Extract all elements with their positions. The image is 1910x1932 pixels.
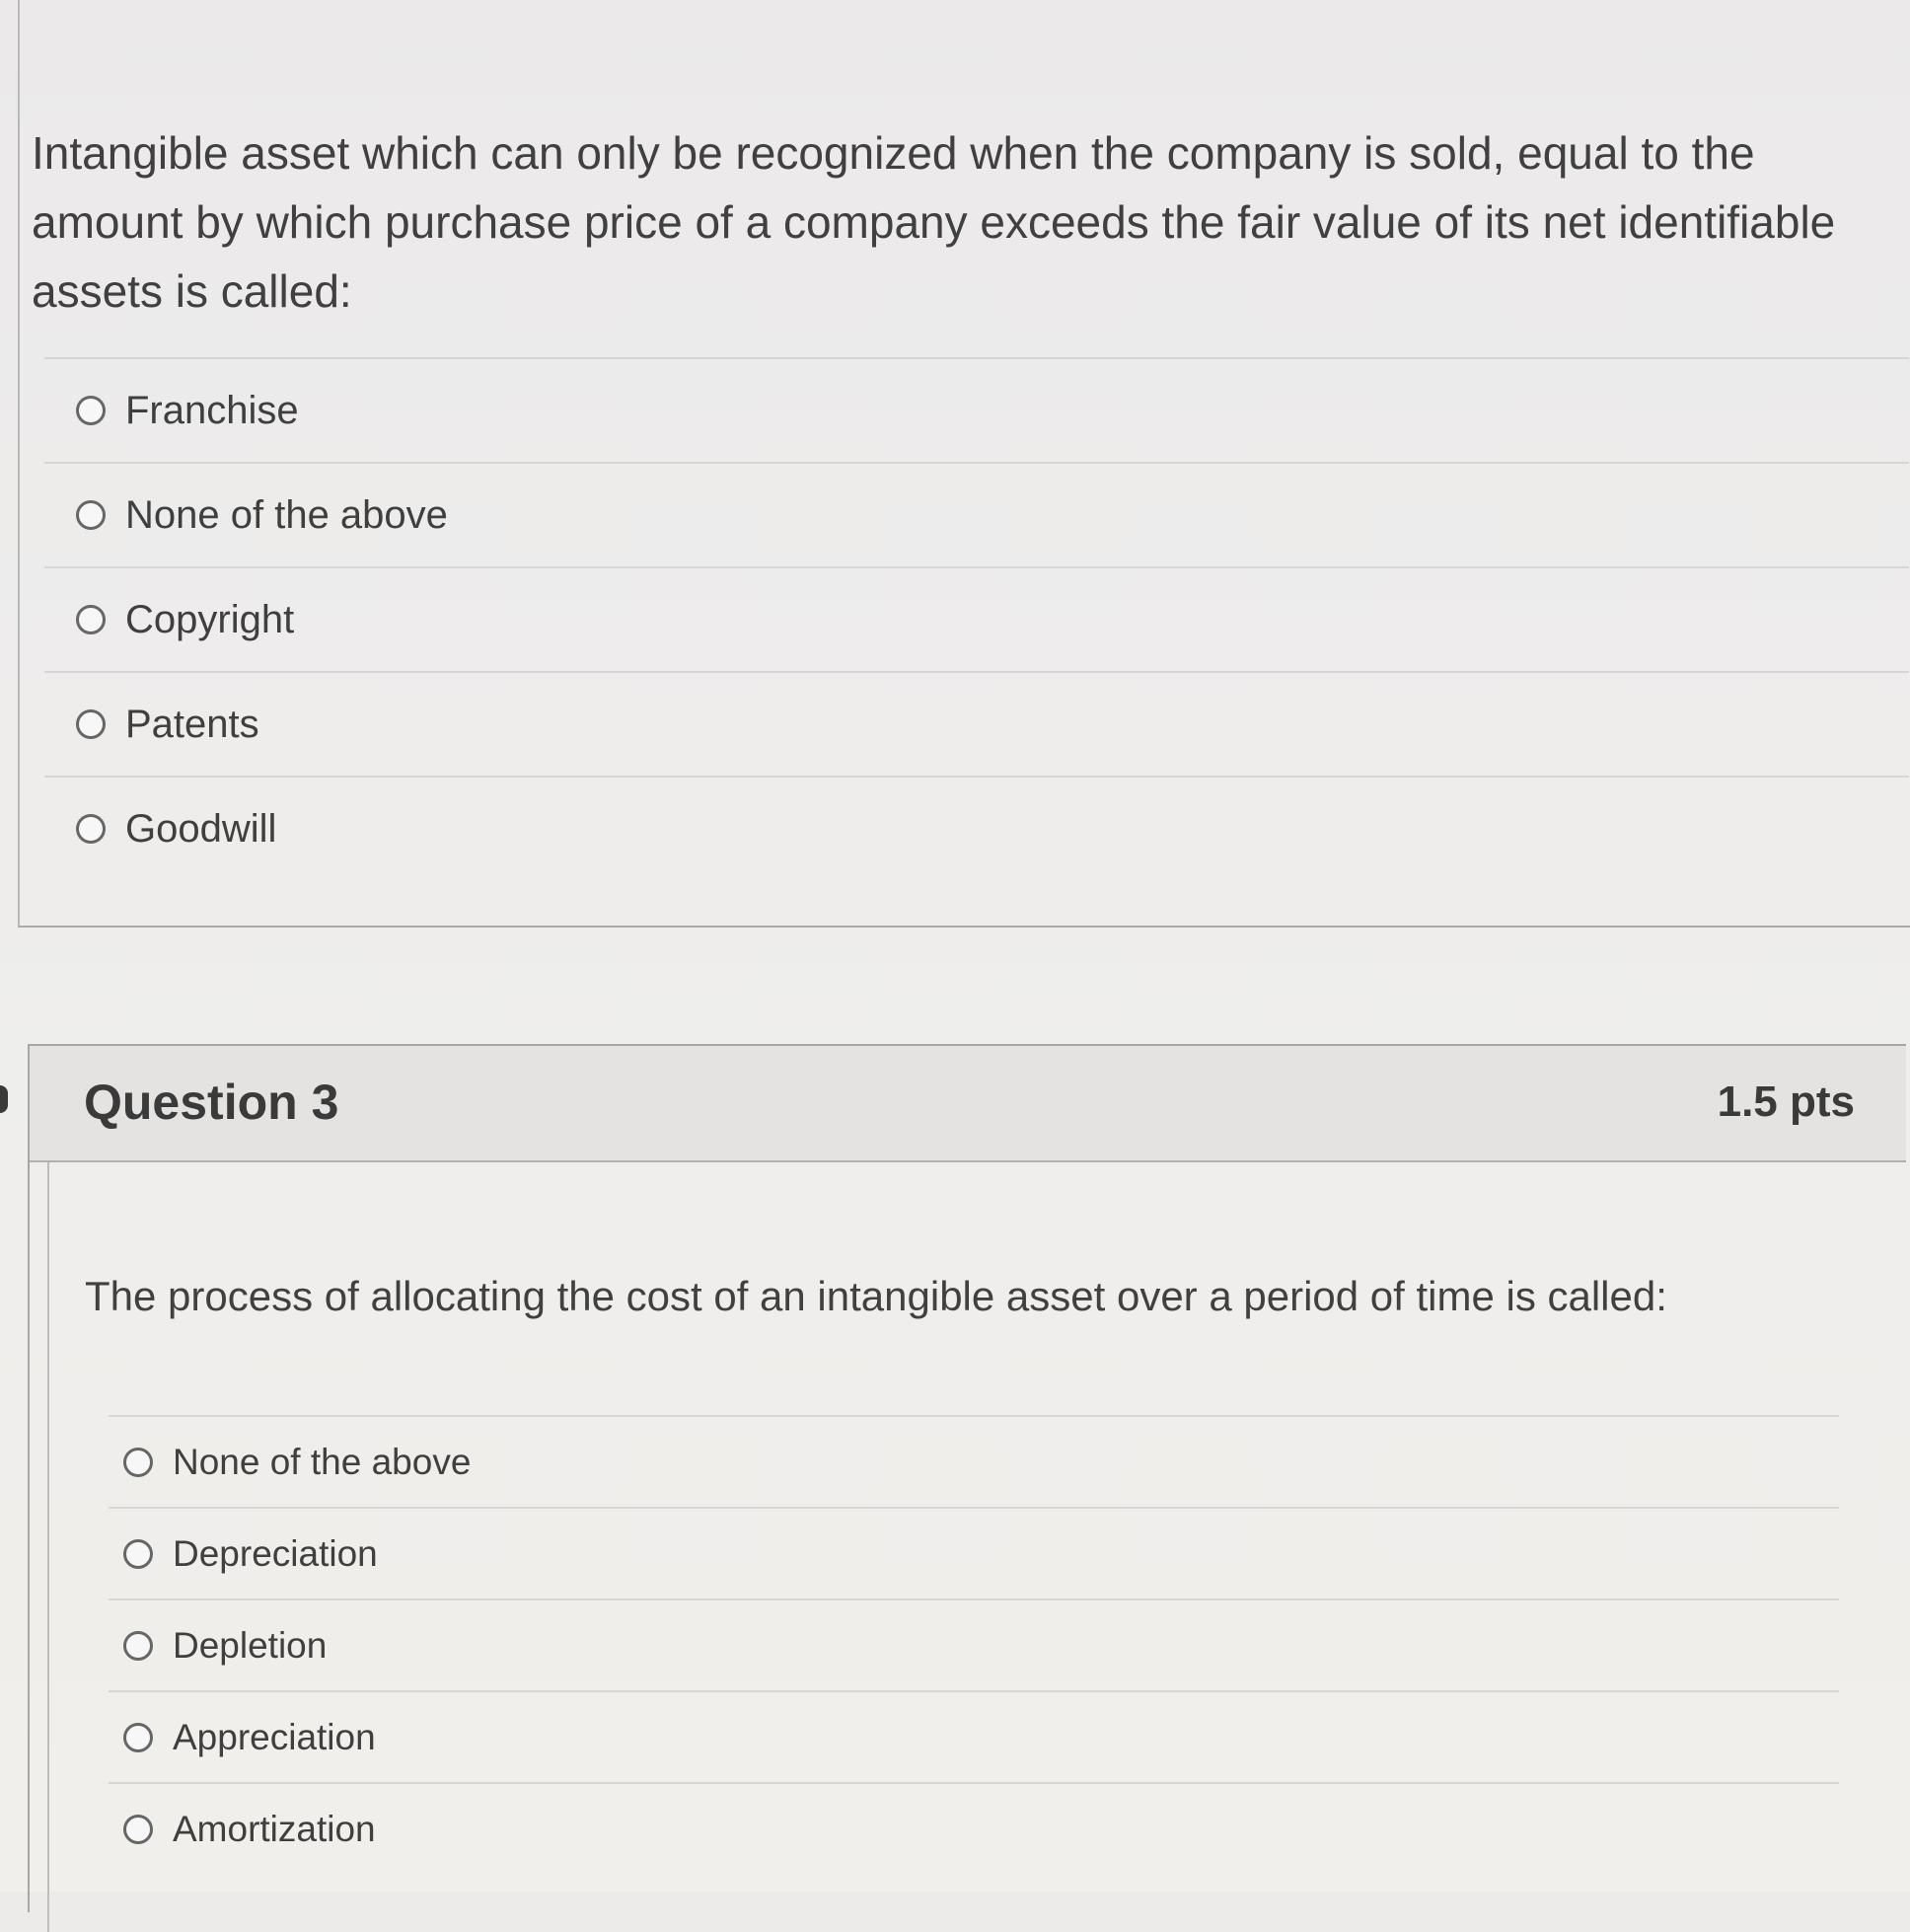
answer-label: None of the above <box>173 1441 472 1482</box>
question-2-text: Intangible asset which can only be recognized when the company is sold, equal to the amount by which purchase price of a company exceeds the fair value of its net identifiable assets is called: <box>32 127 1836 317</box>
question-2-answers <box>44 357 1909 880</box>
radio-button[interactable] <box>123 1723 153 1752</box>
question-3-panel <box>28 1044 1906 1912</box>
question-2-panel <box>18 0 1910 928</box>
answer-label: Appreciation <box>173 1716 376 1757</box>
radio-button[interactable] <box>123 1631 153 1661</box>
question-3-title: Question 3 <box>84 1075 339 1130</box>
answer-option-franchise[interactable] <box>44 357 1909 462</box>
question-3-text: The process of allocating the cost of an intangible asset over a period of time is called: <box>85 1273 1667 1319</box>
answer-option-copyright[interactable] <box>44 566 1909 671</box>
radio-button[interactable] <box>76 605 106 634</box>
question-3-header <box>30 1046 1906 1162</box>
answer-option-none-of-the-above[interactable] <box>109 1415 1839 1507</box>
answer-option-depreciation[interactable] <box>109 1507 1839 1598</box>
radio-button[interactable] <box>123 1815 153 1844</box>
radio-button[interactable] <box>123 1448 153 1477</box>
radio-button[interactable] <box>76 396 106 425</box>
radio-button[interactable] <box>76 814 106 844</box>
answer-option-goodwill[interactable] <box>44 776 1909 880</box>
answer-label: Amortization <box>173 1808 376 1849</box>
answer-option-none-of-the-above[interactable] <box>44 462 1909 566</box>
answer-option-appreciation[interactable] <box>109 1690 1839 1782</box>
question-3-body <box>47 1162 1910 1932</box>
answer-option-amortization[interactable] <box>109 1782 1839 1874</box>
answer-label: Copyright <box>125 597 295 641</box>
answer-label: Patents <box>125 702 259 746</box>
answer-option-depletion[interactable] <box>109 1598 1839 1690</box>
answer-label: Franchise <box>125 388 299 432</box>
answer-label: Goodwill <box>125 806 277 851</box>
question-flag-icon[interactable] <box>0 1085 8 1113</box>
radio-button[interactable] <box>123 1539 153 1569</box>
answer-label: Depreciation <box>173 1532 378 1574</box>
answer-label: Depletion <box>173 1624 328 1666</box>
answer-option-patents[interactable] <box>44 671 1909 776</box>
radio-button[interactable] <box>76 709 106 739</box>
radio-button[interactable] <box>76 500 106 530</box>
question-3-points: 1.5 pts <box>1717 1077 1855 1126</box>
answer-label: None of the above <box>125 492 448 537</box>
question-3-answers <box>109 1415 1839 1874</box>
